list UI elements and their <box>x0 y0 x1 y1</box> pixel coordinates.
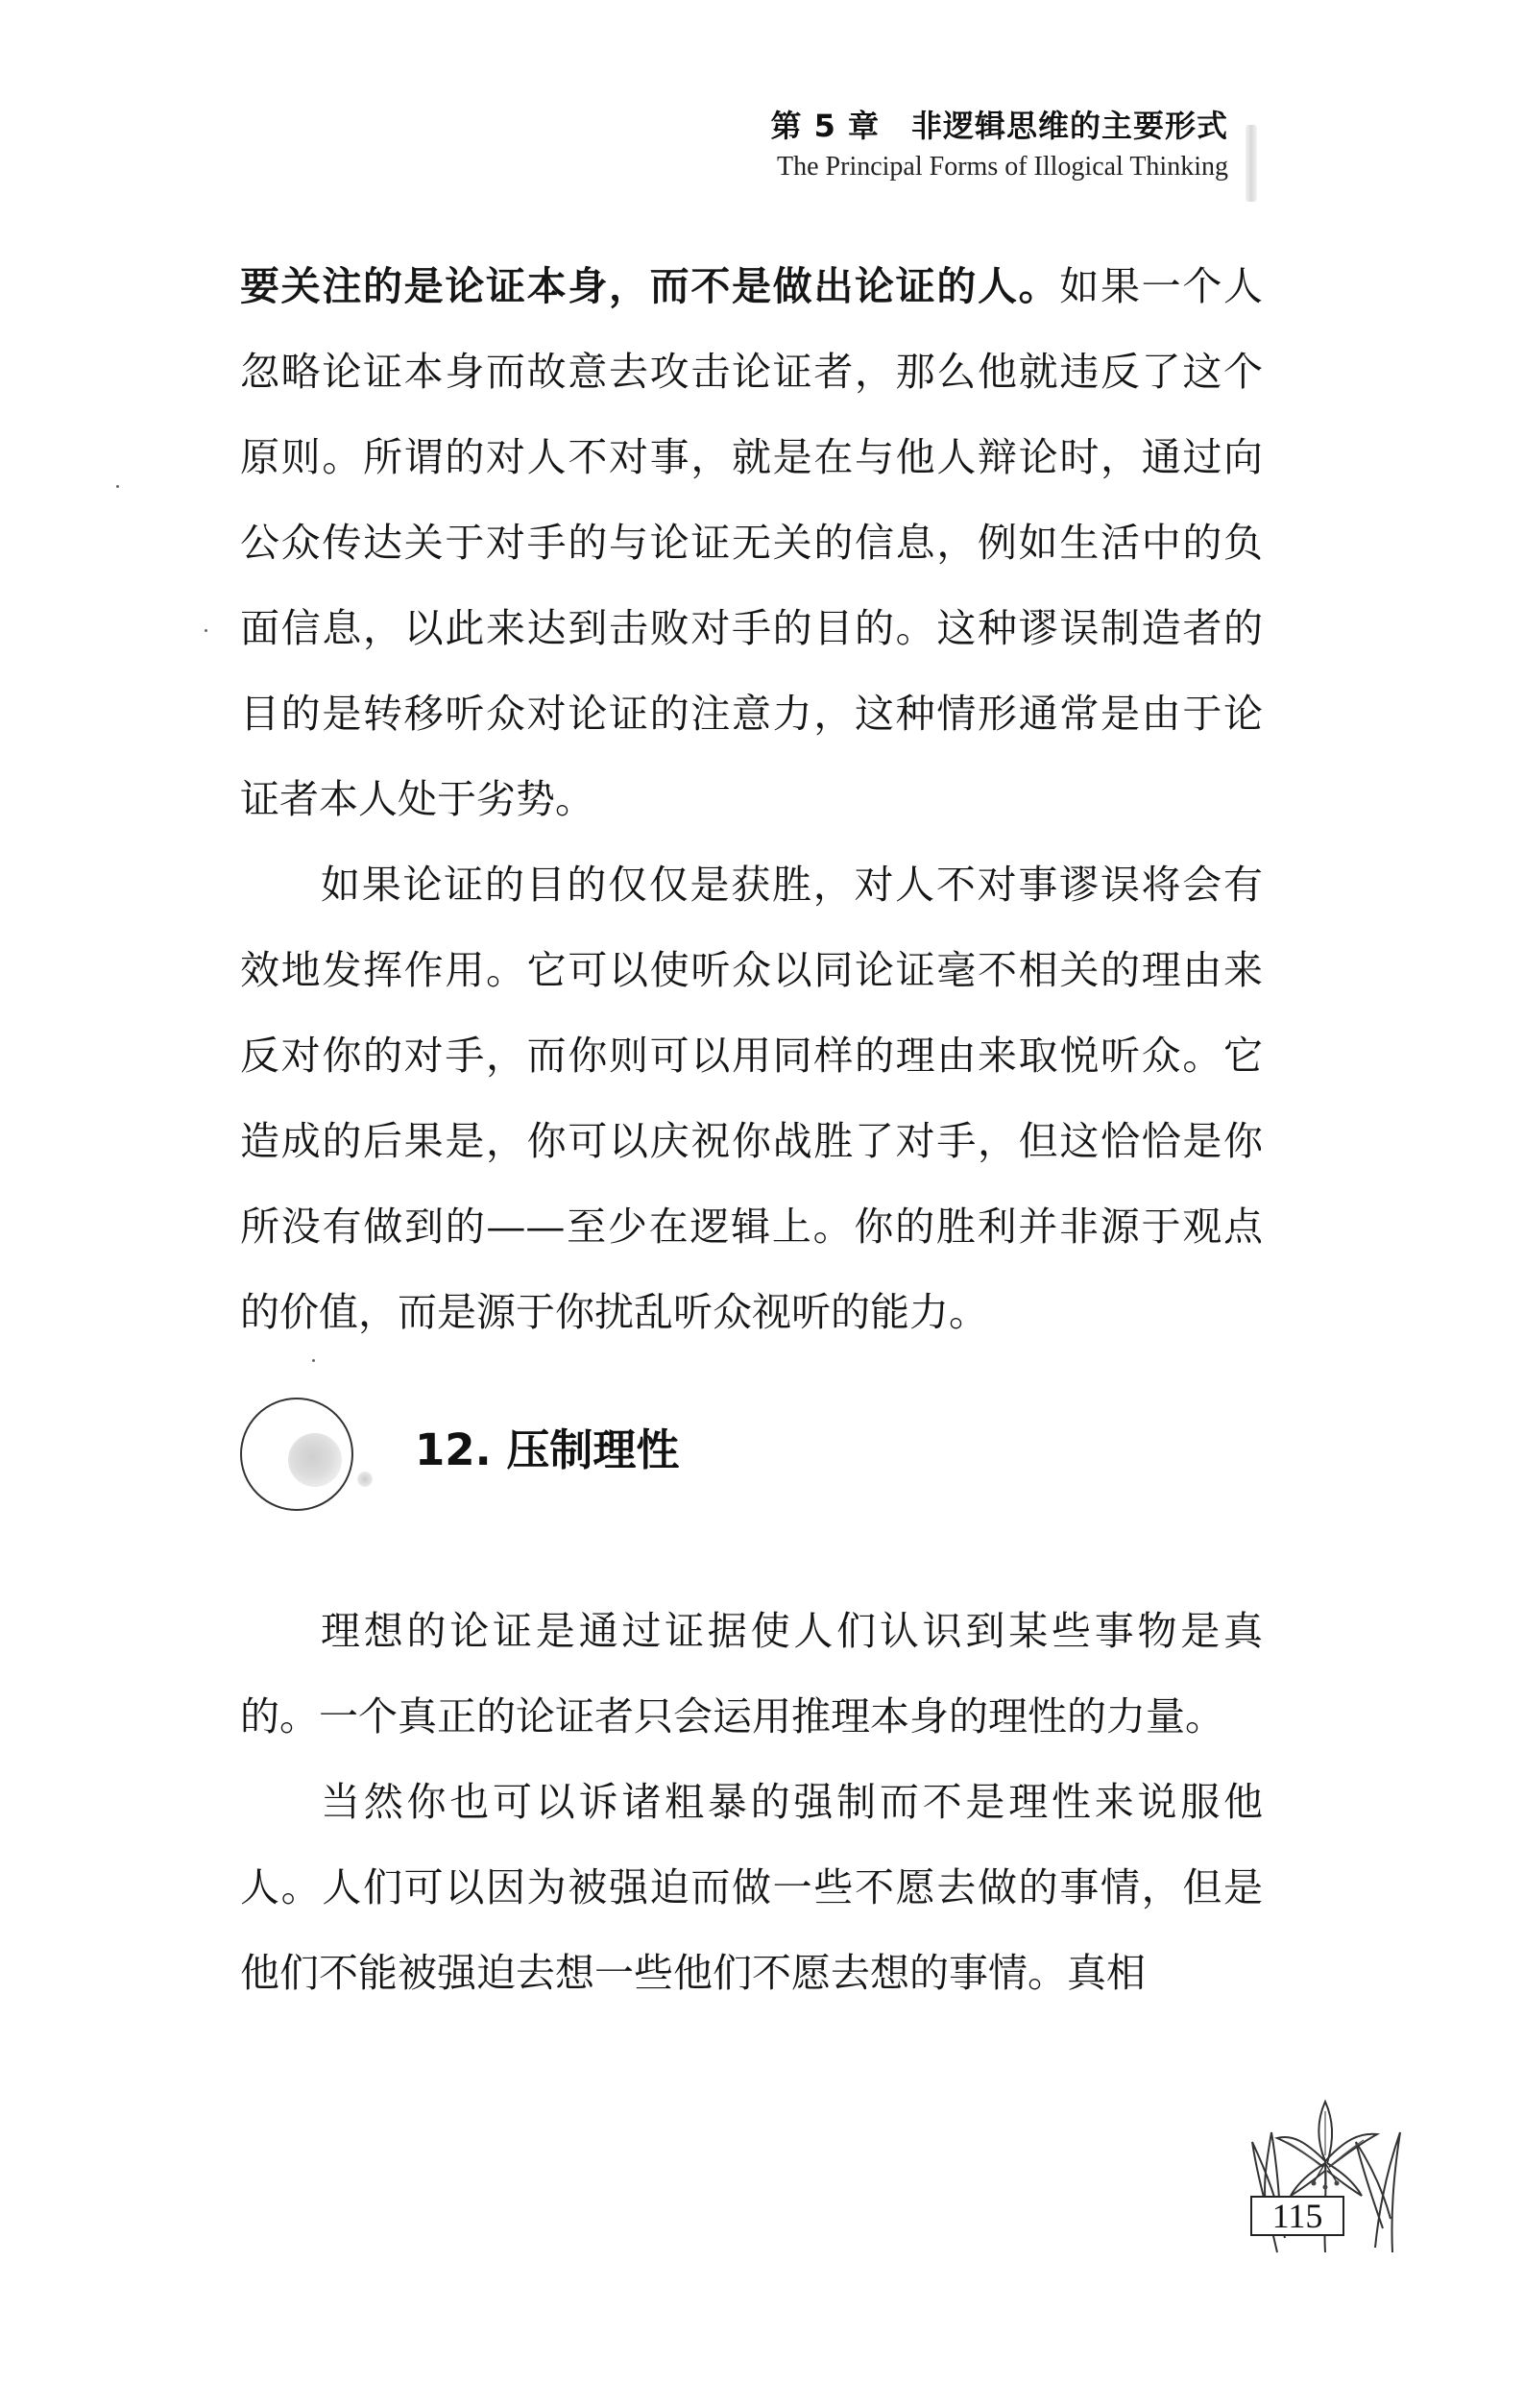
running-header <box>770 106 1228 186</box>
scan-speck <box>312 1359 315 1362</box>
paragraph-1-text: 如果一个人忽略论证本身而故意去攻击论证者，那么他就违反了这个原则。所谓的对人不对事，就是在与他人辩论时，通过向公众传达关于对手的与论证无关的信息，例如生活中的负面信息，以此来达到击败对手的目的。这种谬误制造者的目的是转移听众对论证的注意力，这种情形通常是由于论证者本人处于劣势。 <box>240 263 1264 822</box>
chapter-title-chinese: 第 5 章 非逻辑思维的主要形式 <box>770 108 1228 144</box>
section-ornament-small-dot <box>357 1472 373 1487</box>
paragraph-1-emphasis: 要关注的是论证本身，而不是做出论证的人。 <box>240 263 1060 309</box>
paragraph-4: 当然你也可以诉诸粗暴的强制而不是理性来说服他人。人们可以因为被强迫而做一些不愿去做的事情，但是他们不能被强迫去想一些他们不愿去想的事情。真相 <box>240 1779 1263 1996</box>
scan-speck <box>116 485 119 488</box>
paragraph-1 <box>240 244 1263 842</box>
scan-speck <box>205 629 207 632</box>
section-heading: 12. 压制理性 <box>415 1424 680 1475</box>
page-number: 115 <box>1250 2196 1344 2236</box>
body-text-lower <box>240 1589 1263 2016</box>
body-text-upper <box>240 244 1263 1355</box>
page-edge-shadow <box>1246 125 1257 202</box>
chapter-title-english: The Principal Forms of Illogical Thinking <box>777 152 1228 182</box>
paragraph-3: 理想的论证是通过证据使人们认识到某些事物是真的。一个真正的论证者只会运用推理本身的理性的力量。 <box>240 1608 1263 1739</box>
section-ornament-dot <box>288 1433 342 1487</box>
paragraph-2: 如果论证的目的仅仅是获胜，对人不对事谬误将会有效地发挥作用。它可以使听众以同论证毫不相关的理由来反对你的对手，而你则可以用同样的理由来取悦听众。它造成的后果是，你可以庆祝你战胜了对手，但这恰恰是你所没有做到的——至少在逻辑上。你的胜利并非源于观点的价值，而是源于你扰乱听众视听的能力。 <box>240 862 1263 1335</box>
